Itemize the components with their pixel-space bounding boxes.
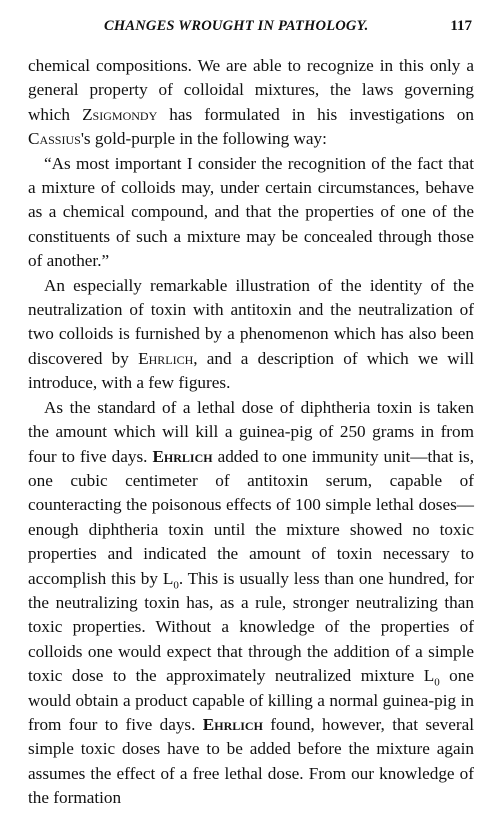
body-text xyxy=(28,54,474,811)
paragraph-1-text-c: 's gold-purple in the following way: xyxy=(80,129,327,149)
running-head-title: CHANGES WROUGHT IN PATHOLOGY. xyxy=(104,18,369,34)
paragraph-4-text-e: found, however, that several simple toxic doses have to be added before the mixture again assumes the effect of a free lethal dose. From our knowledge of the formation xyxy=(28,714,475,808)
paragraph-2-quote xyxy=(28,152,474,274)
paragraph-4-text-c: . This is usually less than one hundred, for the neutralizing toxin has, as a rule, stronger neutralizing than toxic properties. Without a knowledge of the properties of colloids one would expect that through the addition of a simple toxic dose to the approximately neutralized mixture xyxy=(28,568,474,686)
name-ehrlich: Ehrlich xyxy=(138,348,194,368)
paragraph-3-text-b: , and a description of which we will introduce, with a few figures. xyxy=(28,348,474,393)
paragraph-1-text-b: has formulated in his investigations on xyxy=(157,104,474,124)
name-ehrlich: Ehrlich xyxy=(202,714,263,734)
running-head xyxy=(28,18,474,40)
name-cassius: Cassius xyxy=(28,129,81,149)
symbol-l0 xyxy=(423,666,440,689)
paragraph-4-text-b: added to one immunity unit—that is, one cubic centimeter of antitoxin serum, capable of counteracting the poisonous effects of 100 simple lethal doses—enough diphtheria toxin until the mixture showed no toxic properties and indicated the amount of toxin necessary to accomplish this by xyxy=(28,446,474,588)
name-ehrlich: Ehrlich xyxy=(152,446,213,466)
paragraph-3-text-a: An especially remarkable illustration of the identity of the neutralization of toxin with antitoxin and the neutralization of two colloids is furnished by a phenomenon which has also been discovered by xyxy=(28,275,474,368)
paragraph-4 xyxy=(28,396,474,811)
book-page xyxy=(28,18,474,811)
name-zsigmondy: Zsigmondy xyxy=(82,104,158,124)
page-number: 117 xyxy=(450,18,472,34)
quote-text: “As most important I consider the recognition of the fact that a mixture of colloids may, under certain circumstances, behave as a chemical compound, and that the properties of one of the constituents of such a mixture may be concealed through those of another.” xyxy=(28,153,474,271)
symbol-l0 xyxy=(162,568,179,591)
paragraph-1-text-a: chemical compositions. We are able to recognize in this only a general property of colloidal mixtures, the laws governing which xyxy=(28,56,474,124)
paragraph-3 xyxy=(28,274,474,396)
symbol-l0-subscript: 0 xyxy=(434,676,440,689)
symbol-l0-letter: L xyxy=(423,666,435,686)
paragraph-1 xyxy=(28,54,474,152)
paragraph-4-text-d: one would obtain a product capable of killing a normal guinea-pig in from four to five days. xyxy=(28,666,474,734)
paragraph-4-text-a: As the standard of a lethal dose of diphtheria toxin is taken the amount which will kill a guinea-pig of 250 grams in from four to five days. xyxy=(28,397,474,466)
symbol-l0-letter: L xyxy=(162,568,174,588)
symbol-l0-subscript: 0 xyxy=(173,578,179,591)
